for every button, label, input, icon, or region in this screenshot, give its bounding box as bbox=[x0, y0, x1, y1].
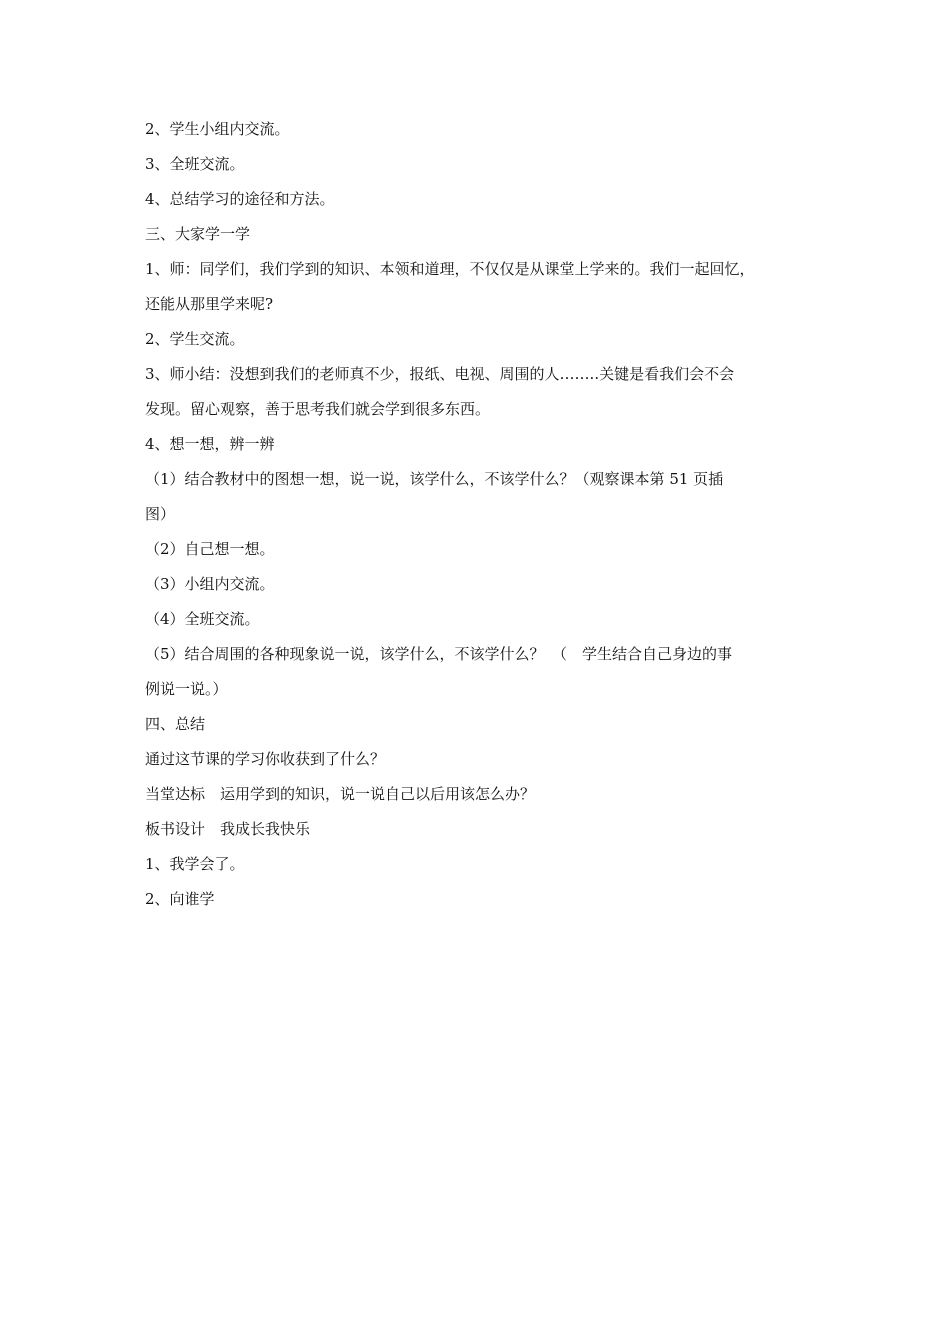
text-line: 3、全班交流。 bbox=[145, 155, 245, 173]
text-line: 3、师小结：没想到我们的老师真不少，报纸、电视、周围的人……..关键是看我们会不会 bbox=[145, 365, 735, 383]
text-line: （4）全班交流。 bbox=[145, 610, 260, 628]
text-line: （5）结合周围的各种现象说一说，该学什么，不该学什么？ （ 学生结合自己身边的事 bbox=[145, 645, 733, 663]
text-line: （3）小组内交流。 bbox=[145, 575, 275, 593]
text-line: （2）自己想一想。 bbox=[145, 540, 275, 558]
document-body bbox=[145, 112, 815, 917]
section-heading: 三、大家学一学 bbox=[145, 225, 251, 243]
text-line: 4、总结学习的途径和方法。 bbox=[145, 190, 335, 208]
text-line: 1、师：同学们，我们学到的知识、本领和道理，不仅仅是从课堂上学来的。我们一起回忆， bbox=[145, 260, 755, 278]
text-line: 1、我学会了。 bbox=[145, 855, 245, 873]
text-line: 4、想一想，辨一辨 bbox=[145, 435, 275, 453]
text-line: （1）结合教材中的图想一想，说一说，该学什么，不该学什么？（观察课本第 51 页插 bbox=[145, 470, 724, 488]
text-line: 当堂达标 运用学到的知识，说一说自己以后用该怎么办？ bbox=[145, 785, 536, 803]
text-line: 例说一说。） bbox=[145, 680, 228, 698]
text-line: 2、学生交流。 bbox=[145, 330, 245, 348]
text-line: 图） bbox=[145, 505, 176, 523]
text-line: 发现。留心观察，善于思考我们就会学到很多东西。 bbox=[145, 400, 491, 418]
text-line: 2、向谁学 bbox=[145, 890, 215, 908]
text-line: 通过这节课的学习你收获到了什么？ bbox=[145, 750, 386, 768]
text-line: 板书设计 我成长我快乐 bbox=[145, 820, 311, 838]
text-line: 还能从那里学来呢? bbox=[145, 295, 274, 313]
section-heading: 四、总结 bbox=[145, 715, 206, 733]
text-line: 2、学生小组内交流。 bbox=[145, 120, 290, 138]
